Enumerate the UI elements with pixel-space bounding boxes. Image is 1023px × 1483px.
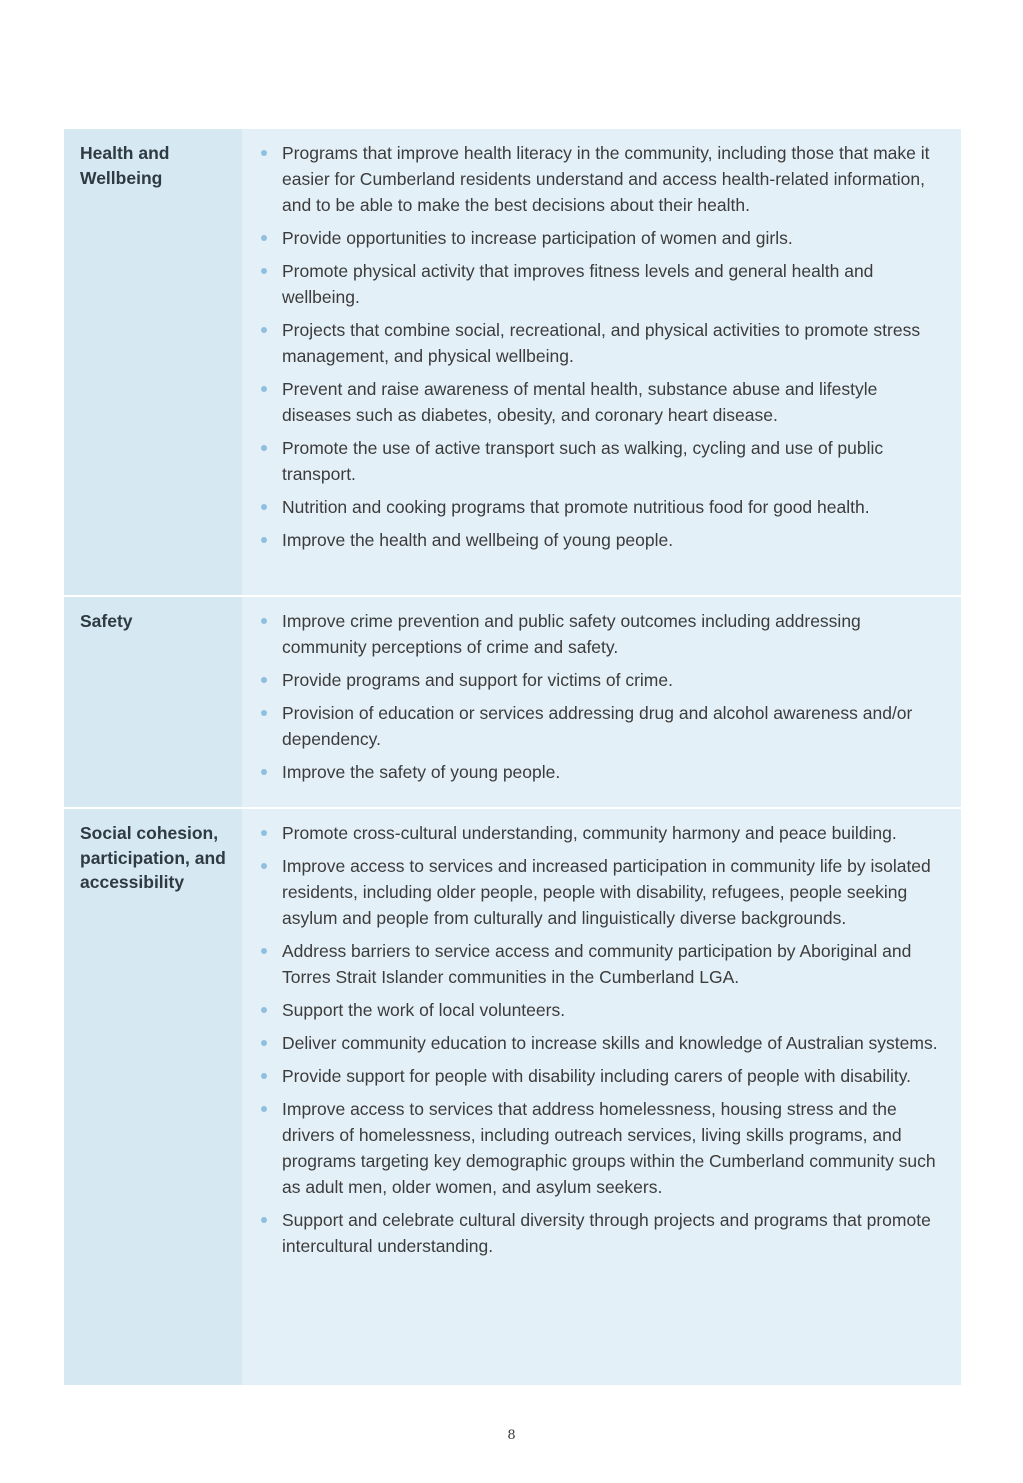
list-item: Promote physical activity that improves fitness levels and general health and wellbeing. bbox=[258, 258, 947, 310]
list-item: Deliver community education to increase skills and knowledge of Australian systems. bbox=[258, 1030, 947, 1056]
list-item: Provide programs and support for victims of crime. bbox=[258, 667, 947, 693]
bullet-list bbox=[258, 140, 947, 553]
list-item: Provision of education or services addressing drug and alcohol awareness and/or dependency. bbox=[258, 700, 947, 752]
category-label: Safety bbox=[64, 597, 242, 807]
table-row-safety bbox=[64, 597, 961, 809]
table-row-health bbox=[64, 129, 961, 597]
table-row-social-cohesion bbox=[64, 809, 961, 1385]
list-item: Prevent and raise awareness of mental health, substance abuse and lifestyle diseases such as diabetes, obesity, and coronary heart disease. bbox=[258, 376, 947, 428]
list-item: Address barriers to service access and community participation by Aboriginal and Torres Strait Islander communities in the Cumberland LGA. bbox=[258, 938, 947, 990]
priority-table bbox=[64, 129, 961, 1385]
list-item: Provide support for people with disability including carers of people with disability. bbox=[258, 1063, 947, 1089]
list-item: Improve the health and wellbeing of young people. bbox=[258, 527, 947, 553]
list-item: Programs that improve health literacy in the community, including those that make it easier for Cumberland residents understand and access health-related information, and to be able to make the best decisions about their health. bbox=[258, 140, 947, 218]
list-item: Improve crime prevention and public safety outcomes including addressing community perceptions of crime and safety. bbox=[258, 608, 947, 660]
category-label: Health and Wellbeing bbox=[64, 129, 242, 595]
list-item: Support the work of local volunteers. bbox=[258, 997, 947, 1023]
list-item: Promote cross-cultural understanding, community harmony and peace building. bbox=[258, 820, 947, 846]
list-item: Projects that combine social, recreational, and physical activities to promote stress management, and physical wellbeing. bbox=[258, 317, 947, 369]
list-item: Improve access to services that address homelessness, housing stress and the drivers of homelessness, including outreach services, living skills programs, and programs targeting key demographic groups within the Cumberland community such as adult men, older women, and asylum seekers. bbox=[258, 1096, 947, 1200]
items-cell bbox=[242, 129, 961, 595]
bullet-list bbox=[258, 608, 947, 785]
page-number: 8 bbox=[507, 1428, 516, 1443]
bullet-list bbox=[258, 820, 947, 1259]
list-item: Promote the use of active transport such as walking, cycling and use of public transport. bbox=[258, 435, 947, 487]
list-item: Nutrition and cooking programs that promote nutritious food for good health. bbox=[258, 494, 947, 520]
items-cell bbox=[242, 809, 961, 1385]
list-item: Improve access to services and increased participation in community life by isolated residents, including older people, people with disability, refugees, people seeking asylum and people from culturally and linguistically diverse backgrounds. bbox=[258, 853, 947, 931]
category-label: Social cohesion, participation, and accessibility bbox=[64, 809, 242, 1385]
items-cell bbox=[242, 597, 961, 807]
list-item: Provide opportunities to increase participation of women and girls. bbox=[258, 225, 947, 251]
list-item: Improve the safety of young people. bbox=[258, 759, 947, 785]
list-item: Support and celebrate cultural diversity through projects and programs that promote intercultural understanding. bbox=[258, 1207, 947, 1259]
